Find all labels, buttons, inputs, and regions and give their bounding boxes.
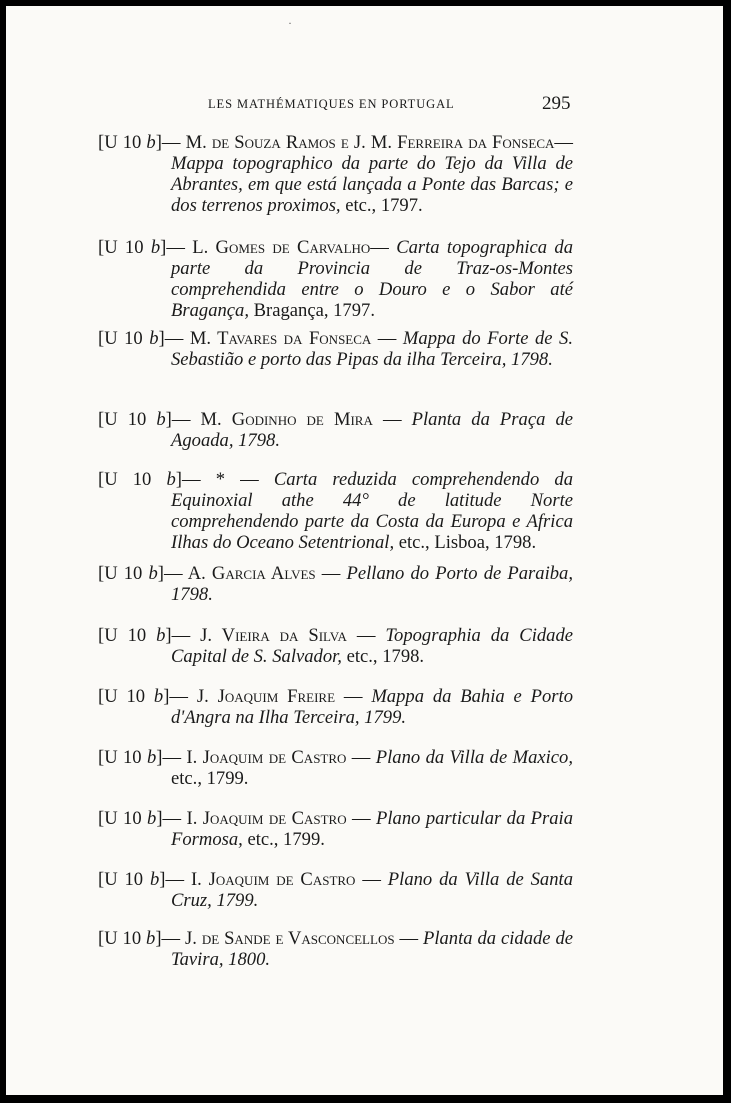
entry-body <box>98 686 573 728</box>
shelfmark-open: [U 10 <box>98 328 150 349</box>
entry-imprint: etc., 1797. <box>340 195 423 216</box>
shelfmark <box>98 469 182 490</box>
shelfmark-letter: b <box>150 237 161 258</box>
shelfmark <box>98 928 162 949</box>
entry-title: Topographia da Cidade Capital de S. Salvador, <box>171 625 573 667</box>
entry-title: Plano particular da Praia Formosa, <box>171 808 573 850</box>
scanned-page <box>6 6 723 1095</box>
entry-author: — A. Garcia Alves — <box>164 563 341 584</box>
entry-body <box>98 625 573 667</box>
shelfmark <box>98 869 165 890</box>
entry-title: Carta reduzida comprehendendo da Equinoxial athe 44° de latitude Norte comprehendendo parte da Costa da Europa e Africa Ilhas do Oceano Setentrional, <box>171 469 573 553</box>
entry-imprint: etc., 1799. <box>171 768 249 789</box>
catalog-entry <box>98 469 573 553</box>
shelfmark <box>98 686 169 707</box>
shelfmark-open: [U 10 <box>98 686 154 707</box>
shelfmark-letter: b <box>148 563 158 584</box>
entry-body <box>98 869 573 911</box>
catalog-entry <box>98 328 573 370</box>
catalog-entry <box>98 563 573 605</box>
entry-body <box>98 328 573 370</box>
shelfmark-open: [U 10 <box>98 625 157 646</box>
shelfmark-letter: b <box>146 747 157 768</box>
entry-author: — J. Joaquim Freire — <box>169 686 363 707</box>
book-page <box>6 6 723 1095</box>
shelfmark-open: [U 10 <box>98 132 147 153</box>
entry-title: Planta da cidade de Tavira, 1800. <box>171 928 574 970</box>
entry-title: Pellano do Porto de Paraiba, 1798. <box>171 563 573 605</box>
shelfmark-letter: b <box>149 328 159 349</box>
entry-body <box>98 469 573 553</box>
entry-author: — M. Godinho de Mira — <box>171 409 402 430</box>
entry-author: — I. Joaquim de Castro — <box>165 869 381 890</box>
entry-body <box>98 563 573 605</box>
entry-imprint: etc., Lisboa, 1798. <box>394 532 537 553</box>
entry-imprint: etc., 1799. <box>242 829 325 850</box>
shelfmark <box>98 625 172 646</box>
shelfmark-open: [U 10 <box>98 747 147 768</box>
entry-body <box>98 928 573 970</box>
entry-body <box>98 808 573 850</box>
catalog-entry <box>98 625 573 667</box>
entry-author: — * — <box>181 469 259 490</box>
catalog-entry <box>98 928 573 970</box>
shelfmark-close: ] <box>155 132 162 153</box>
entry-body <box>98 132 573 216</box>
shelfmark-open: [U 10 <box>98 409 157 430</box>
shelfmark <box>98 563 164 584</box>
page-header <box>6 95 723 115</box>
entry-title: Mappa da Bahia e Porto d'Angra na Ilha Terceira, 1799. <box>171 686 573 728</box>
shelfmark-letter: b <box>149 869 160 890</box>
shelfmark-close: ] <box>156 747 163 768</box>
shelfmark <box>98 132 162 153</box>
entry-author: — L. Gomes de Carvalho— <box>166 237 389 258</box>
shelfmark <box>98 808 163 829</box>
entry-title: Carta topographica da parte da Provincia de Traz-os-Montes comprehendida entre o Douro e o Sabor até Bragança, <box>171 237 574 321</box>
entry-title: Planta da Praça de Agoada, 1798. <box>171 409 573 451</box>
catalog-entry <box>98 409 573 451</box>
shelfmark-close: ] <box>156 808 163 829</box>
shelfmark-open: [U 10 <box>98 808 148 829</box>
shelfmark-close: ] <box>157 563 164 584</box>
shelfmark <box>98 237 166 258</box>
shelfmark-letter: b <box>146 132 156 153</box>
entry-title: Plano da Villa de Santa Cruz, 1799. <box>171 869 573 911</box>
shelfmark-letter: b <box>153 686 164 707</box>
shelfmark-letter: b <box>146 928 156 949</box>
page-number: 295 <box>542 93 571 114</box>
entry-author: — J. Vieira da Silva — <box>171 625 376 646</box>
shelfmark-close: ] <box>160 237 167 258</box>
entry-author: — I. Joaquim de Castro — <box>162 808 371 829</box>
shelfmark-open: [U 10 <box>98 237 151 258</box>
shelfmark <box>98 328 165 349</box>
catalog-entry <box>98 808 573 850</box>
entry-body <box>98 747 573 789</box>
catalog-entry <box>98 237 573 321</box>
shelfmark-open: [U 10 <box>98 563 149 584</box>
entry-author: — M. Tavares da Fonseca — <box>164 328 397 349</box>
scan-speck: · <box>288 16 292 30</box>
shelfmark <box>98 747 162 768</box>
shelfmark-letter: b <box>156 409 166 430</box>
shelfmark-close: ] <box>155 928 162 949</box>
entry-author: — M. de Souza Ramos e J. M. Ferreira da Fonseca— <box>161 132 573 153</box>
entry-title: Mappa topographico da parte do Tejo da Villa de Abrantes, em que está lançada a Ponte das Barcas; e dos terrenos proximos, <box>171 153 573 216</box>
entry-imprint: etc., 1798. <box>341 646 425 667</box>
entry-author: — I. Joaquim de Castro — <box>162 747 371 768</box>
shelfmark-close: ] <box>175 469 182 490</box>
shelfmark-letter: b <box>166 469 176 490</box>
shelfmark-open: [U 10 <box>98 469 167 490</box>
shelfmark <box>98 409 172 430</box>
shelfmark-close: ] <box>159 869 166 890</box>
shelfmark-open: [U 10 <box>98 928 147 949</box>
catalog-entry <box>98 747 573 789</box>
shelfmark-close: ] <box>163 686 170 707</box>
shelfmark-close: ] <box>165 625 172 646</box>
shelfmark-letter: b <box>156 625 166 646</box>
shelfmark-open: [U 10 <box>98 869 150 890</box>
catalog-entry <box>98 132 573 216</box>
shelfmark-close: ] <box>158 328 165 349</box>
entry-author: — J. de Sande e Vasconcellos — <box>161 928 419 949</box>
entry-imprint: Bragança, 1797. <box>248 300 375 321</box>
shelfmark-close: ] <box>165 409 172 430</box>
running-title: LES MATHÉMATIQUES EN PORTUGAL <box>208 97 455 111</box>
catalog-entry <box>98 869 573 911</box>
entry-body <box>98 409 573 451</box>
shelfmark-letter: b <box>147 808 157 829</box>
entry-title: Plano da Villa de Maxico, <box>370 747 574 768</box>
catalog-entry <box>98 686 573 728</box>
entry-title: Mappa do Forte de S. Sebastião e porto das Pipas da ilha Terceira, 1798. <box>171 328 573 370</box>
entry-body <box>98 237 573 321</box>
